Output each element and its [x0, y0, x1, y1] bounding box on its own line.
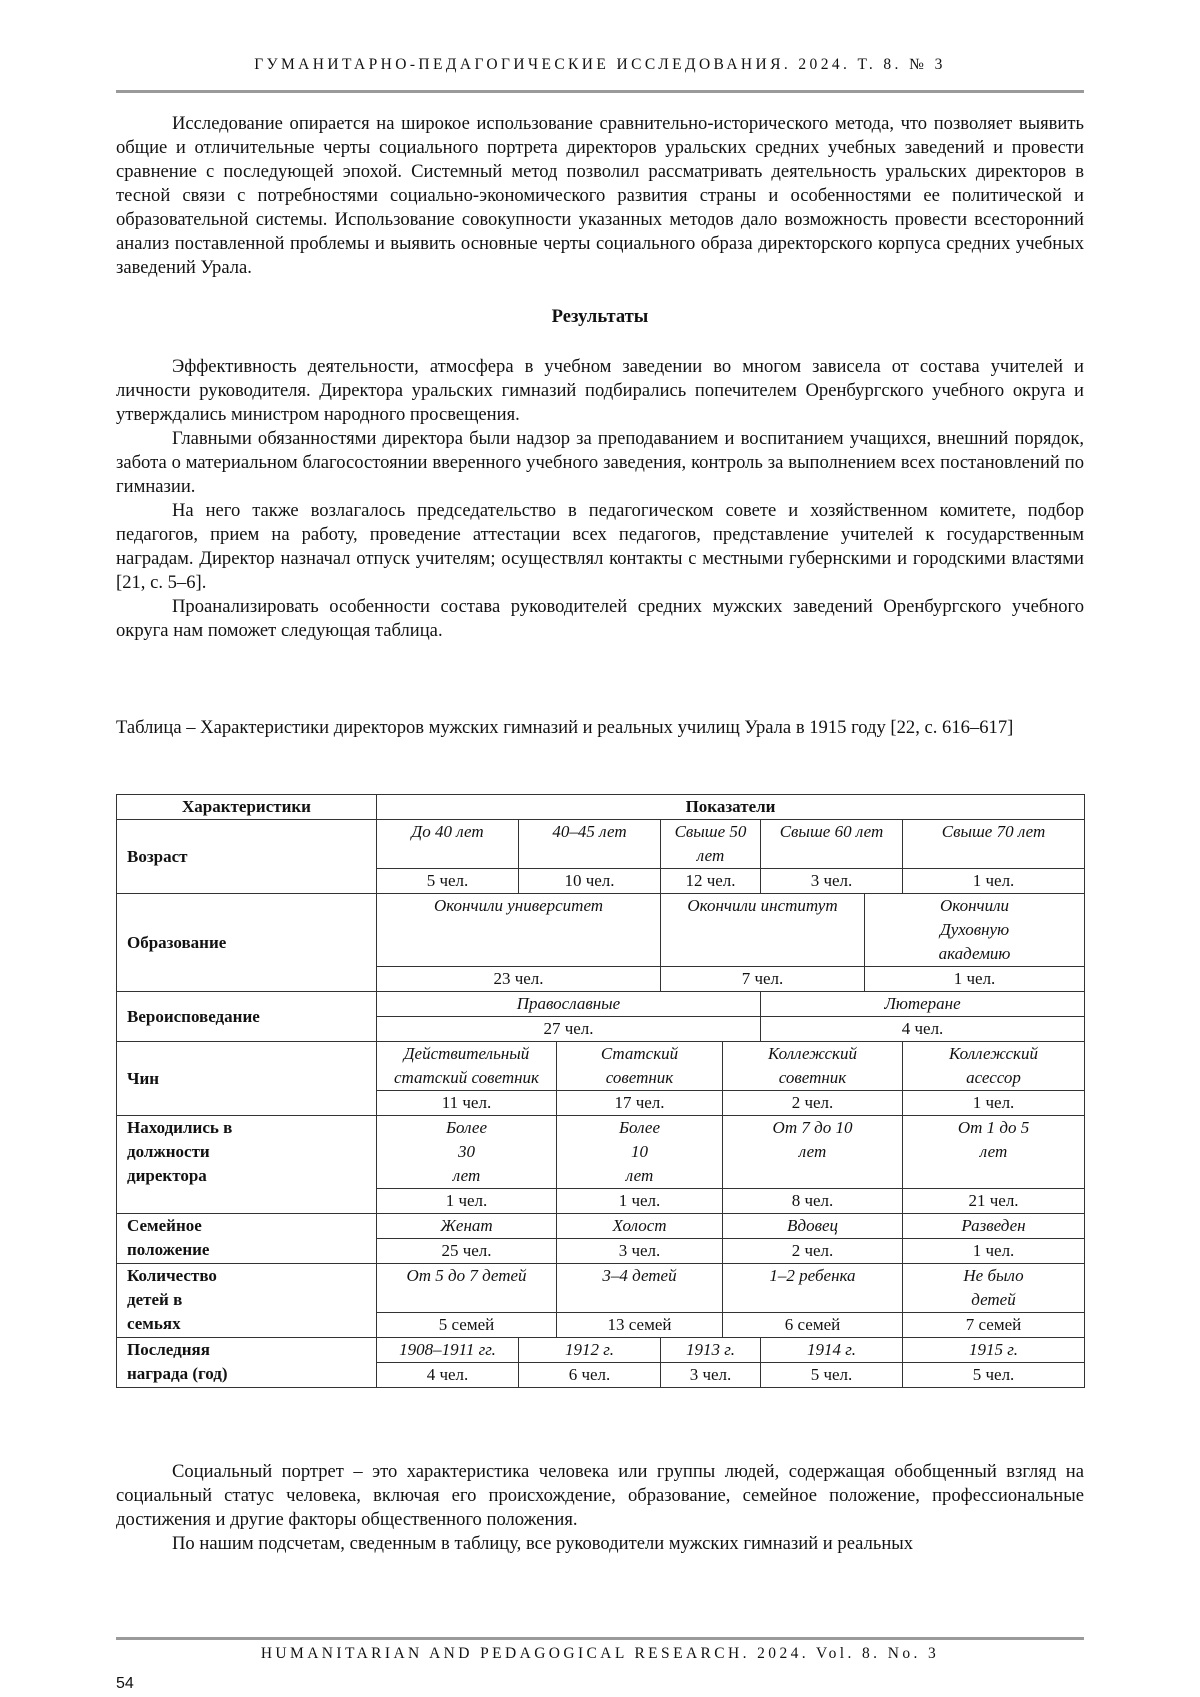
- table-cell: 1 чел.: [903, 869, 1085, 894]
- running-footer: HUMANITARIAN AND PEDAGOGICAL RESEARCH. 2024. Vol. 8. No. 3: [260, 1645, 940, 1662]
- table-cell: До 40 лет: [377, 820, 519, 869]
- table-cell: 3 чел.: [761, 869, 903, 894]
- table-cell: Свыше 60 лет: [761, 820, 903, 869]
- table-cell: Свыше 50 лет: [661, 820, 761, 869]
- table-cell: 7 семей: [903, 1313, 1085, 1338]
- table-cell: От 7 до 10 лет: [723, 1116, 903, 1189]
- table-cell: 25 чел.: [377, 1239, 557, 1264]
- table-cell: Окончили университет: [377, 894, 661, 967]
- directors-table: [116, 794, 1085, 1388]
- page-number: 54: [116, 1675, 134, 1692]
- paragraph: Эффективность деятельности, атмосфера в учебном заведении во многом зависела от состава учителей и личности руководителя. Директора уральских гимназий подбирались попечителем Оренбургского учебного округа и утверждались министром народного просвещения.: [116, 356, 1084, 425]
- row-label-tenure: [117, 1116, 377, 1214]
- row-label-religion: Вероисповедание: [117, 992, 377, 1042]
- table-cell: 4 чел.: [377, 1363, 519, 1388]
- row-label-age: Возраст: [117, 820, 377, 894]
- table-cell: Не было детей: [903, 1264, 1085, 1313]
- table-cell: 3 чел.: [661, 1363, 761, 1388]
- paragraph: Проанализировать особенности состава руководителей средних мужских заведений Оренбургского учебного округа нам поможет следующая таблица.: [116, 596, 1084, 641]
- table-cell: 1912 г.: [519, 1338, 661, 1363]
- table-cell: 5 чел.: [761, 1363, 903, 1388]
- header-indicators: Показатели: [377, 795, 1085, 820]
- table-cell: 1 чел.: [557, 1189, 723, 1214]
- running-header: ГУМАНИТАРНО-ПЕДАГОГИЧЕСКИЕ ИССЛЕДОВАНИЯ. 2024. Т. 8. № 3: [254, 56, 946, 73]
- table-cell: 4 чел.: [761, 1017, 1085, 1042]
- table-cell: 40–45 лет: [519, 820, 661, 869]
- table-cell: 17 чел.: [557, 1091, 723, 1116]
- row-label-text: Находились в должности директора: [127, 1118, 233, 1185]
- table-cell: Более 10 лет: [557, 1116, 723, 1189]
- footer-rule: [116, 1637, 1084, 1640]
- table-cell: 2 чел.: [723, 1091, 903, 1116]
- row-label-text: Семейное положение: [127, 1216, 210, 1259]
- row-label-family: [117, 1214, 377, 1264]
- table-cell: Женат: [377, 1214, 557, 1239]
- table-cell: 7 чел.: [661, 967, 865, 992]
- table-cell: Коллежский советник: [723, 1042, 903, 1091]
- row-label-text: Последняя награда (год): [127, 1340, 228, 1383]
- table-cell: 1–2 ребенка: [723, 1264, 903, 1313]
- table-cell: 13 семей: [557, 1313, 723, 1338]
- table-cell: Действительный статский советник: [377, 1042, 557, 1091]
- table-cell: 6 семей: [723, 1313, 903, 1338]
- table-cell: Коллежский асессор: [903, 1042, 1085, 1091]
- table-cell: От 1 до 5 лет: [903, 1116, 1085, 1189]
- table-cell: Окончили Духовную академию: [865, 894, 1085, 967]
- row-label-rank: Чин: [117, 1042, 377, 1116]
- table-cell: 12 чел.: [661, 869, 761, 894]
- table-cell: 11 чел.: [377, 1091, 557, 1116]
- table-cell: 1 чел.: [377, 1189, 557, 1214]
- paragraph: Исследование опирается на широкое использование сравнительно-исторического метода, что позволяет выявить общие и отличительные черты социального портрета директоров уральских средних учебных заведений и провести сравнение с последующей эпохой. Системный метод позволил рассматривать деятельность уральских директоров в тесной связи с потребностями социально-экономического развития страны и особенностями ее политической и образовательной системы. Использование совокупности указанных методов дало возможность провести всесторонний анализ поставленной проблемы и выявить основные черты социального образа директорского корпуса средних учебных заведений Урала.: [116, 113, 1084, 278]
- paragraph: На него также возлагалось председательство в педагогическом совете и хозяйственном комитете, подбор педагогов, прием на работу, проведение аттестации всех педагогов, представление учителей к государственным наградам. Директор назначал отпуск учителям; осуществлял контакты с местными губернскими и городскими властями [21, с. 5–6].: [116, 500, 1084, 593]
- table-cell: 1 чел.: [903, 1091, 1085, 1116]
- paragraph: По нашим подсчетам, сведенным в таблицу, все руководители мужских гимназий и реальных: [172, 1533, 914, 1554]
- table-cell: 27 чел.: [377, 1017, 761, 1042]
- table-cell: 3–4 детей: [557, 1264, 723, 1313]
- table-cell: 2 чел.: [723, 1239, 903, 1264]
- article-body-continued: [116, 1460, 1084, 1556]
- table-cell: 1 чел.: [865, 967, 1085, 992]
- table-cell: 3 чел.: [557, 1239, 723, 1264]
- table-cell: 5 чел.: [903, 1363, 1085, 1388]
- table-cell: От 5 до 7 детей: [377, 1264, 557, 1313]
- table-cell: 1915 г.: [903, 1338, 1085, 1363]
- article-body: [116, 112, 1084, 643]
- table-cell: Православные: [377, 992, 761, 1017]
- paragraph: Главными обязанностями директора были надзор за преподаванием и воспитанием учащихся, внешний порядок, забота о материальном благосостоянии вверенного учебного заведения, контроль за выполнением всех постановлений по гимназии.: [116, 428, 1084, 497]
- section-title: Результаты: [551, 306, 649, 327]
- table-cell: Вдовец: [723, 1214, 903, 1239]
- table-cell: 1908–1911 гг.: [377, 1338, 519, 1363]
- table-cell: Статский советник: [557, 1042, 723, 1091]
- table-cell: 6 чел.: [519, 1363, 661, 1388]
- header-characteristics: Характеристики: [117, 795, 377, 820]
- table-cell: Окончили институт: [661, 894, 865, 967]
- table-cell: 1914 г.: [761, 1338, 903, 1363]
- row-label-award: [117, 1338, 377, 1388]
- table-cell: Разведен: [903, 1214, 1085, 1239]
- table-cell: 1913 г.: [661, 1338, 761, 1363]
- table-cell: Свыше 70 лет: [903, 820, 1085, 869]
- table-cell: Более 30 лет: [377, 1116, 557, 1189]
- row-label-education: Образование: [117, 894, 377, 992]
- table-cell: Холост: [557, 1214, 723, 1239]
- table-cell: 23 чел.: [377, 967, 661, 992]
- row-label-children: [117, 1264, 377, 1338]
- table-cell: Лютеране: [761, 992, 1085, 1017]
- table-cell: 5 чел.: [377, 869, 519, 894]
- table-caption: Таблица – Характеристики директоров мужских гимназий и реальных училищ Урала в 1915 году [22, с. 616–617]: [116, 717, 1014, 738]
- table-cell: 1 чел.: [903, 1239, 1085, 1264]
- table-cell: 5 семей: [377, 1313, 557, 1338]
- paragraph: Социальный портрет – это характеристика человека или группы людей, содержащая обобщенный взгляд на социальный статус человека, включая его происхождение, образование, семейное положение, профессиональные достижения и другие факторы общественного положения.: [116, 1461, 1084, 1530]
- table-cell: 21 чел.: [903, 1189, 1085, 1214]
- table-cell: 8 чел.: [723, 1189, 903, 1214]
- header-rule: [116, 90, 1084, 93]
- table-cell: 10 чел.: [519, 869, 661, 894]
- row-label-text: Количество детей в семьях: [127, 1266, 217, 1333]
